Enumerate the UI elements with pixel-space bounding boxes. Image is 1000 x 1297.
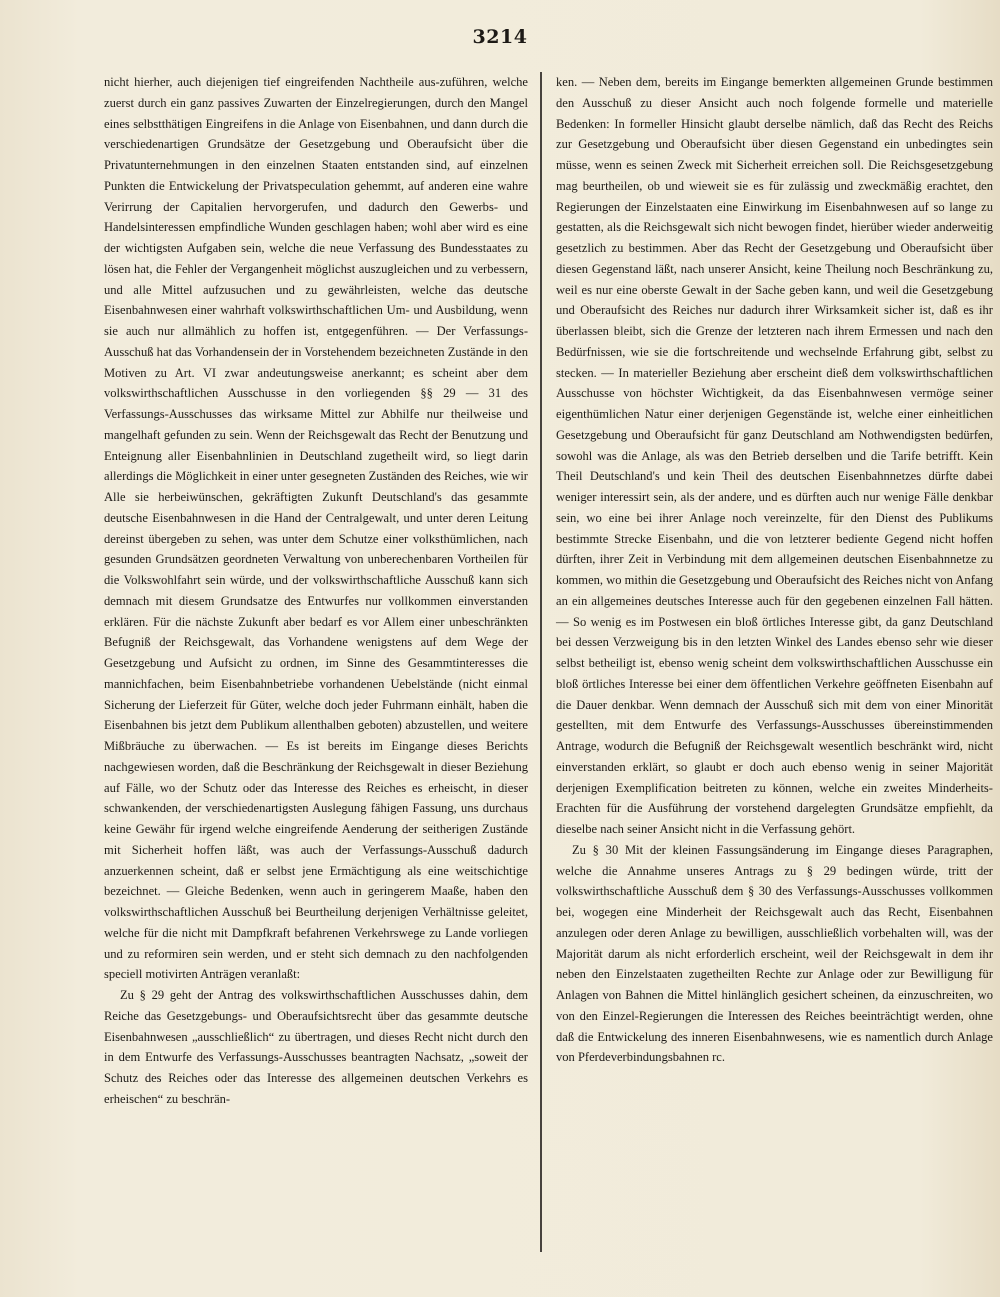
left-paragraph-1: nicht hierher, auch diejenigen tief eingreifenden Nachtheile aus-zuführen, welche zuerst durch ein ganz passives Zuwarten der Einzelregierungen, durch den Mangel eines selbstthätigen Eingreifens in die Anlage von Eisenbahnen, und dann durch die verschiedenartigen Grundsätze der Gesetzgebung und Oberaufsicht über die Privatunternehmungen in den einzelnen Staaten entstanden sind, auf einzelnen Punkten die Entwickelung der Privatspeculation gehemmt, auf anderen eine wahre Verirrung der Capitalien hervorgerufen, und dadurch den Gewerbs- und Handelsinteressen empfindliche Wunden geschlagen haben; wohl aber wird es eine der wichtigsten Aufgaben sein, welche die neue Verfassung des Bundesstaates zu lösen hat, die Fehler der Vergangenheit möglichst auszugleichen und zu verbessern, und alle Mittel aufzusuchen und zu gewährleisten, welche das deutsche Eisenbahnwesen einer wahrhaft volkswirthschaftlichen Um- und Ausbildung, wenn sie auch nur allmählich zu hoffen ist, entgegenführen. — Der Verfassungs-Ausschuß hat das Vorhandensein der in Vorstehendem bezeichneten Zustände in den Motiven zu Art. VI zwar andeutungsweise anerkannt; es scheint aber dem volkswirthschaftlichen Ausschusse in den vorliegenden §§ 29 — 31 des Verfassungs-Ausschusses das wirksame Mittel zur Abhilfe nur theilweise und mangelhaft gefunden zu sein. Wenn der Reichsgewalt das Recht der Benutzung und Enteignung aller Eisenbahnlinien in Deutschland zugetheilt wird, so liegt darin allerdings die Möglichkeit in einer unter gesegneten Zuständen des Reiches, wie wir Alle sie herbeiwünschen, gekräftigten Zukunft Deutschland's das gesammte deutsche Eisenbahnwesen in die Hand der Centralgewalt, und unter deren Leitung dereinst übergeben zu sehen, was unter dem Schutze einer volksthümlichen, nach gesunden Grundsätzen geordneten Verwaltung von unberechenbaren Vortheilen für die Volkswohlfahrt sein würde, und der volkswirthschaftliche Ausschuß kann sich demnach mit diesem Grundsatze des Entwurfes nur vollkommen einverstanden erklären. Für die nächste Zukunft aber bedarf es vor Allem einer unbeschränkten Befugniß der Reichsgewalt, das Vorhandene wenigstens auf dem Wege der Gesetzgebung und Aufsicht zu ordnen, im Sinne des Gesammtinteresses die mannichfachen, beim Eisenbahnbetriebe vorhandenen Uebelstände (nicht einmal Sicherung der Lieferzeit für Güter, welche doch jeder Fuhrmann einhält, haben die Eisenbahnen bis jetzt dem Publikum allenthalben geboten) abzustellen, und weitere Mißbräuche zu überwachen. — Es ist bereits im Eingange dieses Berichts nachgewiesen worden, daß die Beschränkung der Reichsgewalt in dieser Beziehung auf Fälle, wo der Schutz oder das Interesse des Reiches es erheischt, in dieser schwankenden, der verschiedenartigsten Auslegung fähigen Fassung, uns durchaus keine Gewähr für irgend welche eingreifende Aenderung der seitherigen Zustände mit Sicherheit hoffen läßt, was auch der Verfassungs-Ausschuß dadurch anzuerkennen scheint, daß er selbst jene Ermächtigung als eine weitschichtige bezeichnet. — Gleiche Bedenken, wenn auch in geringerem Maaße, haben den volkswirthschaftlichen Ausschuß bei Beurtheilung derjenigen Verhältnisse geleitet, welche für die nicht mit Dampfkraft befahrenen Verkehrswege zu Lande vorliegen und zu reformiren sein werden, und er steht sich demnach zu den nachfolgenden speciell motivirten Anträgen veranlaßt: (104, 75, 528, 982)
left-paragraph-2: Zu § 29 geht der Antrag des volkswirthschaftlichen Ausschusses dahin, dem Reiche das Gesetzgebungs- und Oberaufsichtsrecht über das gesammte deutsche Eisenbahnwesen „ausschließlich“ zu übertragen, und dieses Recht nicht durch den in dem Entwurfe des Verfassungs-Ausschusses beantragten Nachsatz, „soweit der Schutz des Reiches oder das Interesse des allgemeinen deutschen Verkehrs es erheischen“ zu beschrän- (104, 988, 528, 1106)
left-column (104, 72, 528, 1110)
right-column (556, 72, 993, 1068)
right-paragraph-1: ken. — Neben dem, bereits im Eingange bemerkten allgemeinen Grunde bestimmen den Ausschuß zu dieser Ansicht auch noch folgende formelle und materielle Bedenken: In formeller Hinsicht glaubt derselbe nämlich, daß das Recht des Reichs zur Gesetzgebung und Oberaufsicht über diesen Gegenstand ein unbedingtes sein müsse, wenn es seinen Zweck mit Sicherheit erreichen soll. Die Reichsgesetzgebung mag beurtheilen, ob und wieweit sie es für zulässig und zweckmäßig erachtet, den Regierungen der Einzelstaaten eine Einwirkung im Eisenbahnwesen auf so lange zu gestatten, als die Reichsgewalt sich nicht bewogen findet, hierüber wieder anderweitig gesetzlich zu bestimmen. Aber das Recht der Gesetzgebung und Oberaufsicht über diesen Gegenstand läßt, nach unserer Ansicht, keine Theilung noch Beschränkung zu, weil es nur eine oberste Gewalt in der Sache geben kann, und weil die Gesetzgebung und Oberaufsicht des Reiches nur dadurch ihrer Wirksamkeit sicher ist, daß es ihr überlassen bleibt, sich die Grenze der letzteren nach ihrem Ermessen und nach den Bedürfnissen, wie sie die fortschreitende und wechselnde Erfahrung gibt, selbst zu stecken. — In materieller Beziehung aber erscheint dieß dem volkswirthschaftlichen Ausschusse von höchster Wichtigkeit, da das Eisenbahnwesen vermöge seiner eigenthümlichen Natur einer derjenigen Gegenstände ist, welche einer einheitlichen Gesetzgebung und Oberaufsicht für ganz Deutschland am Nothwendigsten bedürfen, sowohl was die Anlage, als was den Betrieb derselben und die Tarife betrifft. Kein Theil Deutschland's und kein Theil des deutschen Eisenbahnnetzes dürfte dabei weniger interessirt sein, als der andere, und es dürften auch nur wenige Fälle denkbar sein, wo eine bei ihrer Anlage noch vereinzelte, für den Dienst des Publikums bestimmte Strecke Eisenbahn, und die von letzterer bediente Gegend nicht hoffen dürften, ihrer Zeit in Verbindung mit dem allgemeinen deutschen Eisenbahnnetze zu kommen, wo mithin die Gesetzgebung und Oberaufsicht des Reiches nicht von Anfang an ein allgemeines deutsches Interesse auch für den gegebenen einzelnen Fall hätten. — So wenig es im Postwesen ein bloß örtliches Interesse gibt, da ganz Deutschland bei dessen Verzweigung bis in den letzten Winkel des Landes ebenso sehr wie dieser selbst betheiligt ist, ebenso wenig scheint dem volkswirthschaftlichen Ausschusse ein bloß örtliches Interesse bei einer dem öffentlichen Verkehre geöffneten Eisenbahn auf die Dauer denkbar. Wenn demnach der Ausschuß sich mit dem von einer Minorität gestellten, mit dem Entwurfe des Verfassungs-Ausschusses übereinstimmenden Antrage, wodurch die Befugniß der Reichsgewalt wesentlich beschränkt wird, nicht einverstanden erklärt, so glaubt er doch auch ebenso wenig in seiner Majorität derjenigen Exemplification beitreten zu können, welche ein zweites Minderheits-Erachten für die Ausführung der vorstehend dargelegten Grundsätze empfiehlt, da dieselbe nach seiner Ansicht nicht in die Verfassung gehört. (556, 75, 993, 836)
page-number: 3214 (472, 26, 528, 48)
right-paragraph-2: Zu § 30 Mit der kleinen Fassungsänderung im Eingange dieses Paragraphen, welche die Annahme unseres Antrags zu § 29 bedingen würde, tritt der volkswirthschaftliche Ausschuß dem § 30 des Verfassungs-Ausschusses vollkommen bei, wogegen eine Minderheit der Reichsgewalt auch das Recht, Eisenbahnen anzulegen oder deren Anlage zu bewilligen, ausschließlich vorbehalten will, was der Majorität darum als nicht erforderlich erscheint, weil der Reichsgewalt in dem ihr neben den Einzelstaaten zugetheilten Rechte zur Anlage oder zur Bewilligung für Anlagen von Bahnen die Mittel hinlänglich gesichert scheinen, da einzuschreiten, wo von den Einzel-Regierungen die Interessen des Reiches beeinträchtigt werden, ohne daß die Entwickelung des inneren Eisenbahnwesens, wie es namentlich durch Anlage von Pferdeverbindungsbahnen rc. (556, 842, 993, 1065)
column-divider (540, 72, 542, 1252)
